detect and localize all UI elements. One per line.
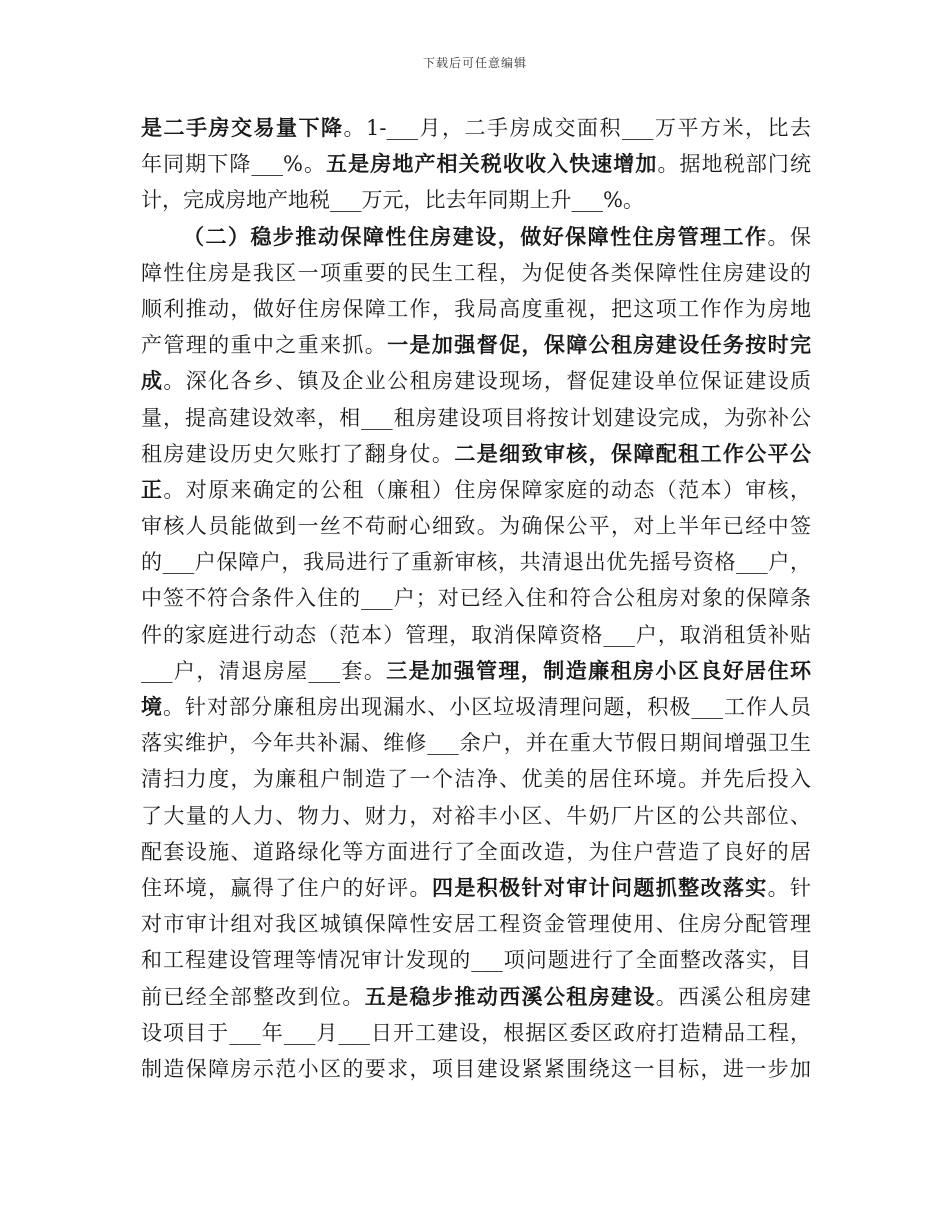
page-header: 下载后可任意编辑 <box>422 56 527 70</box>
text-run: 中签不符合条件入住的___户；对已经入住和符合公租房对象的保障条 <box>141 586 811 611</box>
bold-text-run: 二是细致审核，保障配租工作公平公 <box>454 440 812 466</box>
bold-text-run: 五是稳步推动西溪公租房建设 <box>364 983 656 1009</box>
text-line <box>141 906 811 942</box>
text-run: 住环境，赢得了住户的好评。 <box>141 875 432 900</box>
text-run: 。深化各乡、镇及企业公租房建设现场，督促建设单位保证建设质 <box>163 369 812 394</box>
text-run: 和工程建设管理等情况审计发现的___项问题进行了全面整改落实，目 <box>141 948 811 973</box>
text-line <box>141 617 811 653</box>
text-line <box>141 255 811 291</box>
text-run: 顺利推动，做好住房保障工作，我局高度重视，把这项工作作为房地 <box>141 296 811 321</box>
text-run: 落实维护，今年共补漏、维修___余户，并在重大节假日期间增强卫生 <box>141 731 811 756</box>
text-run: 了大量的人力、物力、财力，对裕丰小区、牛奶厂片区的公共部位、 <box>141 803 811 828</box>
text-line <box>141 327 811 363</box>
text-run: 。对原来确定的公租（廉租）住房保障家庭的动态（范本）审核， <box>163 477 812 502</box>
text-line <box>141 508 811 544</box>
bold-text-run: 境 <box>141 694 164 719</box>
text-line <box>141 942 811 978</box>
text-line <box>141 798 811 834</box>
text-run: 。西溪公租房建 <box>655 984 812 1009</box>
text-line <box>141 725 811 761</box>
bold-text-run: 正 <box>141 476 164 502</box>
text-run: 产管理的重中之重来抓。 <box>141 333 388 358</box>
text-line <box>141 363 811 399</box>
bold-text-run: 四是积极针对审计问题抓整改落实 <box>431 874 768 900</box>
text-run: 量，提高建设效率，相___租房建设项目将按计划建设完成，为弥补公 <box>141 405 811 430</box>
text-run: 。针 <box>767 875 812 900</box>
text-run: 。保 <box>767 224 812 249</box>
text-run: 计，完成房地产地税___万元，比去年同期上升___%。 <box>141 188 644 213</box>
text-run: 审核人员能做到一丝不苟耐心细致。为确保公平，对上半年已经中签 <box>141 514 811 539</box>
text-run: 的___户保障户，我局进行了重新审核，共清退出优先摇号资格___户， <box>141 550 811 575</box>
text-run: 障性住房是我区一项重要的民生工程，为促使各类保障性住房建设的 <box>141 260 811 285</box>
text-line <box>141 870 811 906</box>
text-run: 清扫力度，为廉租户制造了一个洁净、优美的居住环境。并先后投入 <box>141 767 811 792</box>
text-line <box>141 219 811 255</box>
text-run: 租房建设历史欠账打了翻身仗。 <box>141 441 455 466</box>
text-line <box>141 1015 811 1051</box>
text-line <box>141 979 811 1015</box>
bold-text-run: 成 <box>141 368 164 394</box>
text-line <box>141 146 811 182</box>
bold-text-run: 是二手房交易量下降 <box>141 115 344 140</box>
text-line <box>141 182 811 218</box>
text-line <box>141 110 811 146</box>
text-line <box>141 689 811 725</box>
text-line <box>141 544 811 580</box>
text-run: 制造保障房示范小区的要求，项目建设紧紧围绕这一目标，进一步加 <box>141 1056 811 1081</box>
text-line <box>141 291 811 327</box>
text-run: 年同期下降___%。 <box>141 152 327 177</box>
text-run: 。据地税部门统 <box>657 152 811 177</box>
text-line <box>141 400 811 436</box>
bold-text-run: 一是加强督促，保障公租房建设任务按时完 <box>387 332 811 358</box>
text-line <box>141 761 811 797</box>
text-run: 对市审计组对我区城镇保障性安居工程资金管理使用、住房分配管理 <box>141 912 811 937</box>
text-line <box>141 834 811 870</box>
document-body <box>141 110 811 1087</box>
text-run: 设项目于___年___月___日开工建设，根据区委区政府打造精品工程， <box>141 1020 811 1045</box>
bold-text-run: （二）稳步推动保障性住房建设，做好保障性住房管理工作 <box>183 223 768 249</box>
text-run: ___户，清退房屋___套。 <box>141 658 387 683</box>
text-run: 。1-___月，二手房成交面积___万平方米，比去 <box>343 116 811 140</box>
text-run: 配套设施、道路绿化等方面进行了全面改造，为住户营造了良好的居 <box>141 839 811 864</box>
text-line <box>141 580 811 616</box>
text-line <box>141 1051 811 1087</box>
bold-text-run: 三是加强管理，制造廉租房小区良好居住环 <box>386 657 812 683</box>
text-run: 。针对部分廉租房出现漏水、小区垃圾清理问题，积极___工作人员 <box>163 695 812 719</box>
bold-text-run: 五是房地产相关税收收入快速增加 <box>326 151 658 177</box>
text-line <box>141 653 811 689</box>
text-run: 前已经全部整改到位。 <box>141 984 365 1009</box>
text-run: 件的家庭进行动态（范本）管理，取消保障资格___户，取消租赁补贴 <box>141 622 811 647</box>
text-line <box>141 472 811 508</box>
text-line <box>141 436 811 472</box>
